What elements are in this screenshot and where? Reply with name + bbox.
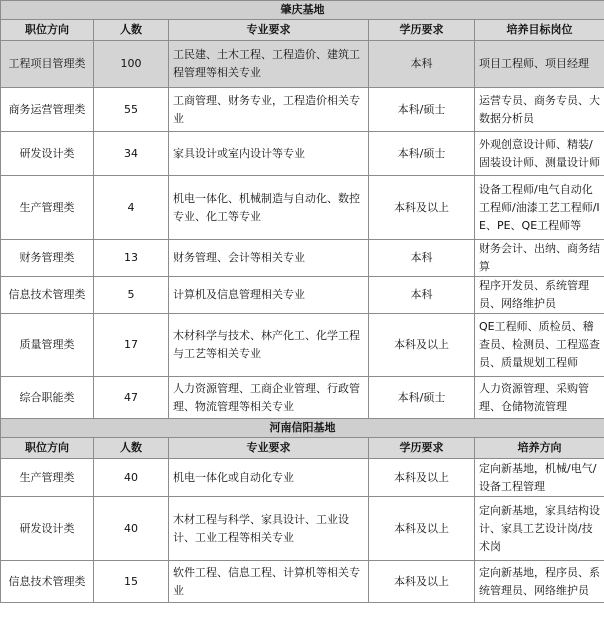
count-cell: 40 <box>94 497 169 561</box>
count-cell: 13 <box>94 240 169 277</box>
major-cell: 人力资源管理、工商企业管理、行政管理、物流管理等相关专业 <box>169 377 369 419</box>
direction-cell: 信息技术管理类 <box>1 277 94 314</box>
count-cell: 40 <box>94 459 169 497</box>
target-cell: QE工程师、质检员、稽查员、检测员、工程巡查员、质量规划工程师 <box>475 314 604 377</box>
education-cell: 本科 <box>369 240 475 277</box>
major-cell: 工民建、土木工程、工程造价、建筑工程管理等相关专业 <box>169 41 369 88</box>
target-cell: 项目工程师、项目经理 <box>475 41 604 88</box>
table-row <box>1 240 604 277</box>
count-cell: 34 <box>94 132 169 176</box>
education-cell: 本科/硕士 <box>369 132 475 176</box>
table-row <box>1 41 604 88</box>
section1-title-row <box>1 1 604 20</box>
column-header: 人数 <box>94 438 169 459</box>
major-cell: 机电一体化、机械制造与自动化、数控专业、化工等专业 <box>169 176 369 240</box>
count-cell: 17 <box>94 314 169 377</box>
education-cell: 本科及以上 <box>369 459 475 497</box>
target-cell: 人力资源管理、采购管理、仓储物流管理 <box>475 377 604 419</box>
table-row <box>1 377 604 419</box>
education-cell: 本科及以上 <box>369 497 475 561</box>
education-cell: 本科 <box>369 277 475 314</box>
major-cell: 工商管理、财务专业，工程造价相关专业 <box>169 88 369 132</box>
column-header: 学历要求 <box>369 20 475 41</box>
table-row <box>1 277 604 314</box>
education-cell: 本科/硕士 <box>369 377 475 419</box>
education-cell: 本科/硕士 <box>369 88 475 132</box>
major-cell: 软件工程、信息工程、计算机等相关专业 <box>169 561 369 603</box>
count-cell: 100 <box>94 41 169 88</box>
target-cell: 定向新基地，机械/电气/设备工程管理 <box>475 459 604 497</box>
table-row <box>1 459 604 497</box>
education-cell: 本科 <box>369 41 475 88</box>
count-cell: 4 <box>94 176 169 240</box>
section-title: 肇庆基地 <box>1 1 604 20</box>
target-cell: 程序开发员、系统管理员、网络维护员 <box>475 277 604 314</box>
direction-cell: 研发设计类 <box>1 132 94 176</box>
column-header: 专业要求 <box>169 438 369 459</box>
major-cell: 计算机及信息管理相关专业 <box>169 277 369 314</box>
major-cell: 家具设计或室内设计等专业 <box>169 132 369 176</box>
direction-cell: 生产管理类 <box>1 459 94 497</box>
section2-title-row <box>1 419 604 438</box>
direction-cell: 信息技术管理类 <box>1 561 94 603</box>
count-cell: 5 <box>94 277 169 314</box>
target-cell: 设备工程师/电气自动化工程师/油漆工艺工程师/IE、PE、QE工程师等 <box>475 176 604 240</box>
column-header: 职位方向 <box>1 438 94 459</box>
education-cell: 本科及以上 <box>369 176 475 240</box>
target-cell: 外观创意设计师、精装/固装设计师、测量设计师 <box>475 132 604 176</box>
column-header: 学历要求 <box>369 438 475 459</box>
table-row <box>1 314 604 377</box>
major-cell: 木材科学与技术、林产化工、化学工程与工艺等相关专业 <box>169 314 369 377</box>
target-cell: 财务会计、出纳、商务结算 <box>475 240 604 277</box>
direction-cell: 综合职能类 <box>1 377 94 419</box>
column-header: 培养目标岗位 <box>475 20 604 41</box>
column-header: 专业要求 <box>169 20 369 41</box>
table-row <box>1 132 604 176</box>
target-cell: 运营专员、商务专员、大数据分析员 <box>475 88 604 132</box>
direction-cell: 质量管理类 <box>1 314 94 377</box>
target-cell: 定向新基地，程序员、系统管理员、网络维护员 <box>475 561 604 603</box>
direction-cell: 商务运营管理类 <box>1 88 94 132</box>
education-cell: 本科及以上 <box>369 314 475 377</box>
table-row <box>1 497 604 561</box>
count-cell: 55 <box>94 88 169 132</box>
major-cell: 机电一体化或自动化专业 <box>169 459 369 497</box>
column-header: 培养方向 <box>475 438 604 459</box>
target-cell: 定向新基地，家具结构设计、家具工艺设计岗/技术岗 <box>475 497 604 561</box>
table-row <box>1 561 604 603</box>
section-title: 河南信阳基地 <box>1 419 604 438</box>
major-cell: 财务管理、会计等相关专业 <box>169 240 369 277</box>
column-header: 职位方向 <box>1 20 94 41</box>
direction-cell: 研发设计类 <box>1 497 94 561</box>
direction-cell: 财务管理类 <box>1 240 94 277</box>
count-cell: 47 <box>94 377 169 419</box>
education-cell: 本科及以上 <box>369 561 475 603</box>
column-header: 人数 <box>94 20 169 41</box>
section2-header-row <box>1 438 604 459</box>
direction-cell: 生产管理类 <box>1 176 94 240</box>
count-cell: 15 <box>94 561 169 603</box>
table-row <box>1 88 604 132</box>
direction-cell: 工程项目管理类 <box>1 41 94 88</box>
section1-header-row <box>1 20 604 41</box>
table-row <box>1 176 604 240</box>
major-cell: 木材工程与科学、家具设计、工业设计、工业工程等相关专业 <box>169 497 369 561</box>
